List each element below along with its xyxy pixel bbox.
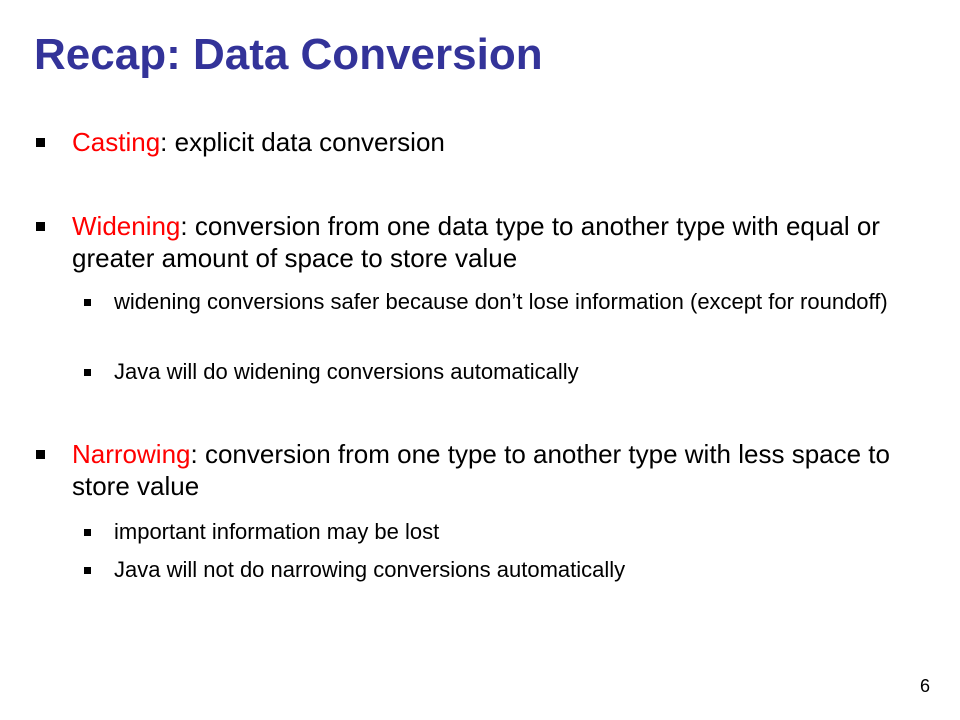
bullet-casting xyxy=(72,126,912,158)
square-bullet-icon xyxy=(36,450,45,459)
sub-bullet-narrowing-1 xyxy=(114,518,904,546)
bullet-widening xyxy=(72,210,912,274)
term-widening: Widening xyxy=(72,211,181,241)
square-bullet-icon xyxy=(84,529,91,536)
square-bullet-icon xyxy=(36,222,45,231)
slide-title: Recap: Data Conversion xyxy=(34,30,543,79)
square-bullet-icon xyxy=(36,138,45,147)
sub-bullet-text: widening conversions safer because don’t lose information (except for roundoff) xyxy=(114,289,888,314)
sub-bullet-text: Java will do widening conversions automatically xyxy=(114,359,579,384)
bullet-casting-text: : explicit data conversion xyxy=(160,127,445,157)
square-bullet-icon xyxy=(84,369,91,376)
bullet-narrowing-text: : conversion from one type to another type with less space to store value xyxy=(72,439,890,501)
sub-bullet-widening-1 xyxy=(114,288,904,316)
bullet-narrowing xyxy=(72,438,912,502)
sub-bullet-widening-2 xyxy=(114,358,904,386)
term-narrowing: Narrowing xyxy=(72,439,191,469)
page-number: 6 xyxy=(919,676,930,696)
square-bullet-icon xyxy=(84,567,91,574)
bullet-widening-text: : conversion from one data type to another type with equal or greater amount of space to store value xyxy=(72,211,880,273)
term-casting: Casting xyxy=(72,127,161,157)
sub-bullet-text: Java will not do narrowing conversions automatically xyxy=(114,557,626,582)
sub-bullet-narrowing-2 xyxy=(114,556,904,584)
sub-bullet-text: important information may be lost xyxy=(114,519,440,544)
square-bullet-icon xyxy=(84,299,91,306)
